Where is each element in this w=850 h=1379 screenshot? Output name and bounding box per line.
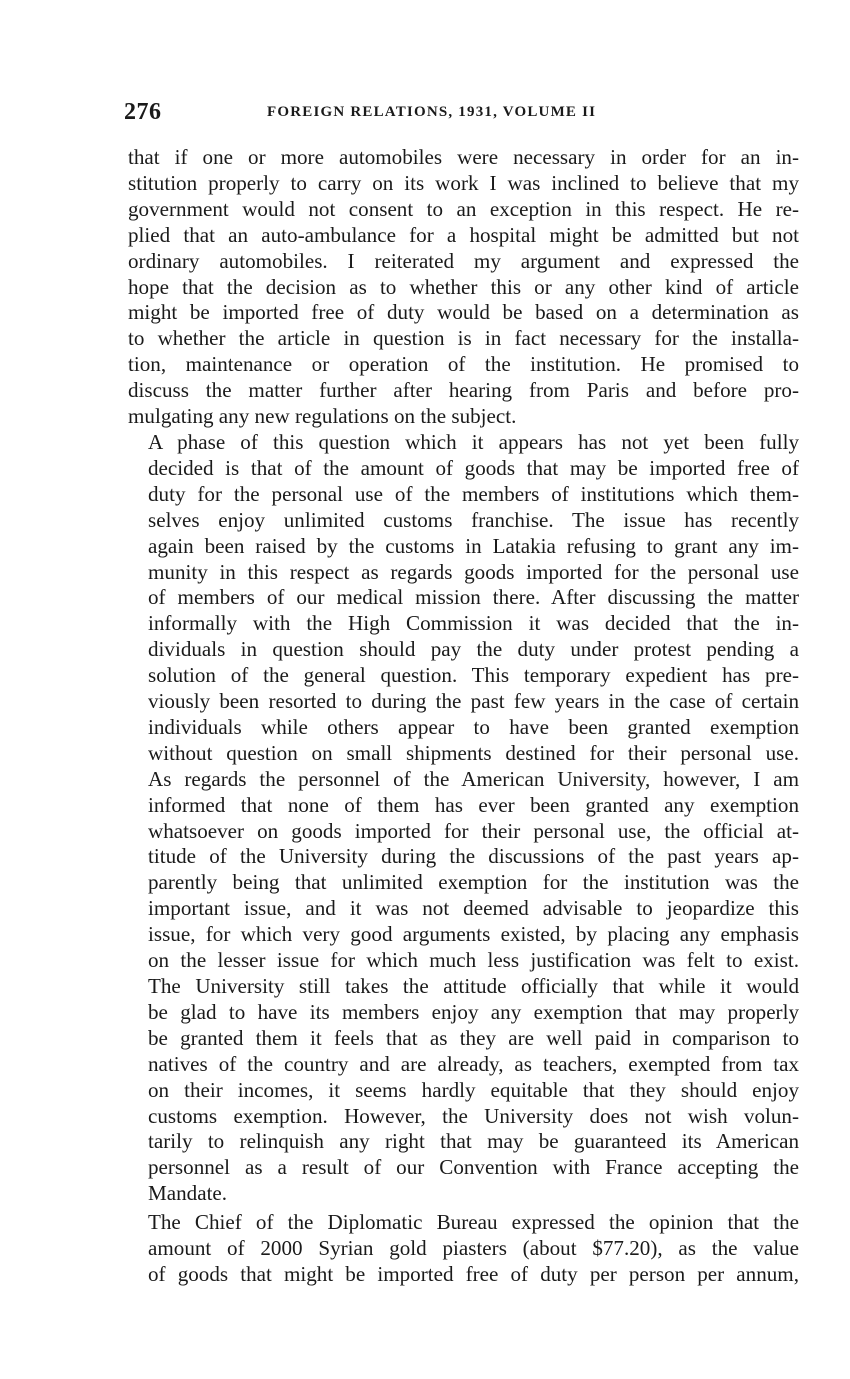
text-line: plied that an auto-ambulance for a hospital might be admitted but not (128, 222, 799, 247)
text-line: important issue, and it was not deemed advisable to jeopardize this (148, 896, 799, 921)
text-line: duty for the personal use of the members of institutions which them- (148, 481, 799, 506)
text-line: on the lesser issue for which much less justification was felt to exist. (148, 948, 799, 973)
text-line: solution of the general question. This temporary expedient has pre- (148, 663, 799, 688)
text-line: of goods that might be imported free of duty per person per annum, (148, 1261, 799, 1286)
text-line: munity in this respect as regards goods imported for the personal use (148, 559, 799, 584)
text-line: be granted them it feels that as they are well paid in comparison to (148, 1025, 799, 1050)
text-line: government would not consent to an exception in this respect. He re- (128, 196, 799, 221)
text-line: whatsoever on goods imported for their personal use, the official at- (148, 818, 799, 843)
text-line: The Chief of the Diplomatic Bureau expressed the opinion that the (148, 1210, 799, 1235)
text-line: Mandate. (148, 1181, 228, 1206)
text-line: ordinary automobiles. I reiterated my argument and expressed the (128, 248, 799, 273)
text-line: decided is that of the amount of goods that may be imported free of (148, 455, 799, 480)
running-head: FOREIGN RELATIONS, 1931, VOLUME II (267, 104, 597, 120)
body-text (128, 145, 799, 1288)
text-line: that if one or more automobiles were necessary in order for an in- (128, 145, 799, 169)
text-line: viously been resorted to during the past few years in the case of certain (148, 689, 799, 714)
text-line: natives of the country and are already, as teachers, exempted from tax (148, 1051, 799, 1076)
text-line: dividuals in question should pay the duty under protest pending a (148, 637, 799, 662)
text-line: informed that none of them has ever been granted any exemption (148, 792, 799, 817)
text-line: informally with the High Commission it was decided that the in- (148, 611, 799, 636)
text-line: titude of the University during the discussions of the past years ap- (148, 844, 799, 869)
text-line: without question on small shipments destined for their personal use. (148, 740, 799, 765)
text-line: might be imported free of duty would be based on a determination as (128, 300, 799, 325)
paragraph-1 (128, 145, 799, 430)
paragraph-2 (128, 430, 799, 1207)
text-line: tarily to relinquish any right that may be guaranteed its American (148, 1129, 799, 1154)
text-line: discuss the matter further after hearing from Paris and before pro- (128, 378, 799, 403)
text-line: issue, for which very good arguments existed, by placing any emphasis (148, 922, 799, 947)
text-line: individuals while others appear to have been granted exemption (148, 714, 799, 739)
text-line: amount of 2000 Syrian gold piasters (about $77.20), as the value (148, 1236, 799, 1261)
text-line: The University still takes the attitude officially that while it would (148, 974, 799, 998)
text-line: As regards the personnel of the American University, however, I am (148, 766, 799, 791)
text-line: tion, maintenance or operation of the institution. He promised to (128, 352, 799, 377)
page-number: 276 (124, 99, 162, 125)
text-line: stitution properly to carry on its work I was inclined to believe that my (128, 170, 799, 195)
text-line: mulgating any new regulations on the subject. (128, 404, 517, 429)
text-line: again been raised by the customs in Latakia refusing to grant any im- (148, 533, 799, 558)
paragraph-3 (128, 1210, 799, 1288)
text-line: selves enjoy unlimited customs franchise. The issue has recently (148, 507, 799, 532)
text-line: customs exemption. However, the University does not wish volun- (148, 1103, 799, 1128)
text-line: be glad to have its members enjoy any exemption that may properly (148, 999, 799, 1024)
text-line: of members of our medical mission there. After discussing the matter (148, 585, 799, 610)
text-line: parently being that unlimited exemption for the institution was the (148, 870, 799, 895)
page-header (124, 99, 804, 129)
text-line: to whether the article in question is in fact necessary for the installa- (128, 326, 799, 351)
text-line: hope that the decision as to whether this or any other kind of article (128, 274, 799, 299)
text-line: on their incomes, it seems hardly equitable that they should enjoy (148, 1077, 799, 1102)
text-line: A phase of this question which it appears has not yet been fully (148, 429, 799, 454)
text-line: personnel as a result of our Convention with France accepting the (148, 1155, 799, 1180)
